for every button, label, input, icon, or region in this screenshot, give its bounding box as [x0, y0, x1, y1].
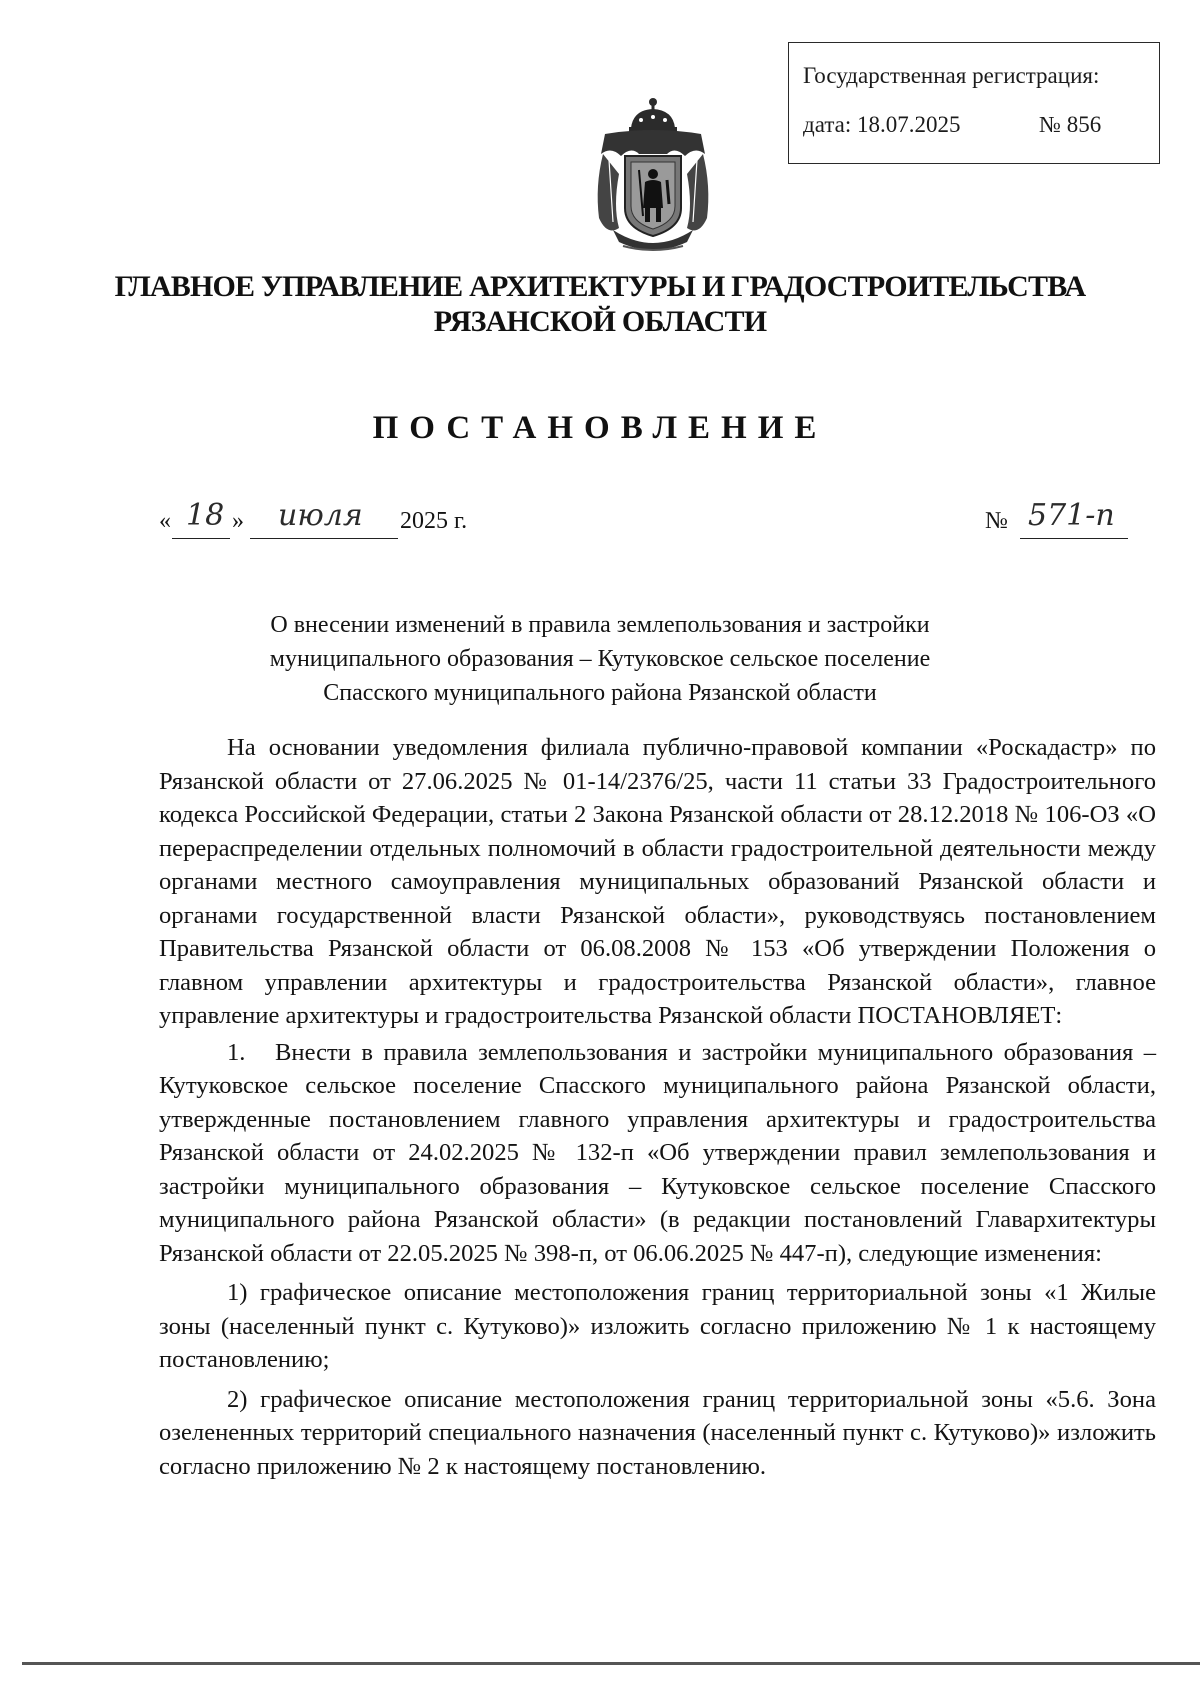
- registration-title: Государственная регистрация:: [803, 63, 1100, 88]
- subitem-paragraph: 1) графическое описание местоположения границ территориальной зоны «1 Жилые зоны (населенный пункт с. Кутуково)» изложить согласно приложению № 1 к настоящему постановлению;: [159, 1279, 1156, 1373]
- document-body: [159, 731, 1156, 1483]
- handwritten-number: 571-п: [1028, 498, 1115, 533]
- handwritten-month: июля: [278, 498, 363, 533]
- handwritten-day: 18: [186, 498, 225, 533]
- registration-stamp: [788, 42, 1160, 164]
- document-subject: [160, 608, 1040, 710]
- item-1-text: Внести в правила землепользования и застройки муниципального образования – Кутуковское сельское поселение Спасского муниципального района Рязанской области, утвержденные постановлением главного управления архитектуры и градостроительства Рязанской области от 24.02.2025 № 132-п «Об утверждении правил землепользования и застройки муниципального образования – Кутуковское сельское поселение Спасского муниципального района Рязанской области» (в редакции постановлений Главархитектуры Рязанской области от 22.05.2025 № 398-п, от 06.06.2025 № 447-п), следующие изменения:: [159, 1038, 1156, 1267]
- item-1-paragraph: [159, 1036, 1156, 1271]
- item-1-number: 1.: [227, 1038, 246, 1066]
- document-type-title: ПОСТАНОВЛЕНИЕ: [372, 410, 828, 446]
- date-number-line: [0, 498, 1200, 548]
- subitem-paragraph: 2) графическое описание местоположения границ территориальной зоны «5.6. Зона озелененных территорий специального назначения (населенный пункт с. Кутуково)» изложить согласно приложению № 2 к настоящему постановлению.: [159, 1385, 1156, 1480]
- organization-name-line-2: РЯЗАНСКОЙ ОБЛАСТИ: [433, 305, 767, 338]
- scan-bottom-edge: [22, 1662, 1200, 1665]
- subject-line: О внесении изменений в правила землепользования и застройки: [270, 612, 930, 638]
- registration-date: дата: 18.07.2025: [803, 112, 961, 137]
- coat-of-arms-emblem: [583, 96, 723, 258]
- number-sign: №: [985, 508, 1008, 534]
- date-close-quote: »: [232, 508, 244, 534]
- number-underline: [1020, 538, 1128, 539]
- subject-line: муниципального образования – Кутуковское сельское поселение: [269, 646, 931, 672]
- registration-number: № 856: [1039, 112, 1102, 137]
- subject-line: Спасского муниципального района Рязанской области: [323, 680, 877, 706]
- organization-name-line-1: ГЛАВНОЕ УПРАВЛЕНИЕ АРХИТЕКТУРЫ И ГРАДОСТРОИТЕЛЬСТВА: [114, 270, 1086, 303]
- preamble-paragraph: На основании уведомления филиала публично-правовой компании «Роскадастр» по Рязанской области от 27.06.2025 № 01-14/2376/25, части 11 статьи 33 Градостроительного кодекса Российской Федерации, статьи 2 Закона Рязанской области от 28.12.2018 № 106-ОЗ «О перераспределении отдельных полномочий в области градостроительной деятельности между органами местного самоуправления муниципальных образований Рязанской области и органами государственной власти Рязанской области», руководствуясь постановлением Правительства Рязанской области от 06.08.2008 № 153 «Об утверждении Положения о главном управлении архитектуры и градостроительства Рязанской области», главное управление архитектуры и градостроительства Рязанской области ПОСТАНОВЛЯЕТ:: [159, 734, 1156, 1029]
- month-underline: [250, 538, 398, 539]
- date-year: 2025 г.: [400, 508, 468, 534]
- day-underline: [172, 538, 230, 539]
- date-open-quote: «: [159, 508, 171, 534]
